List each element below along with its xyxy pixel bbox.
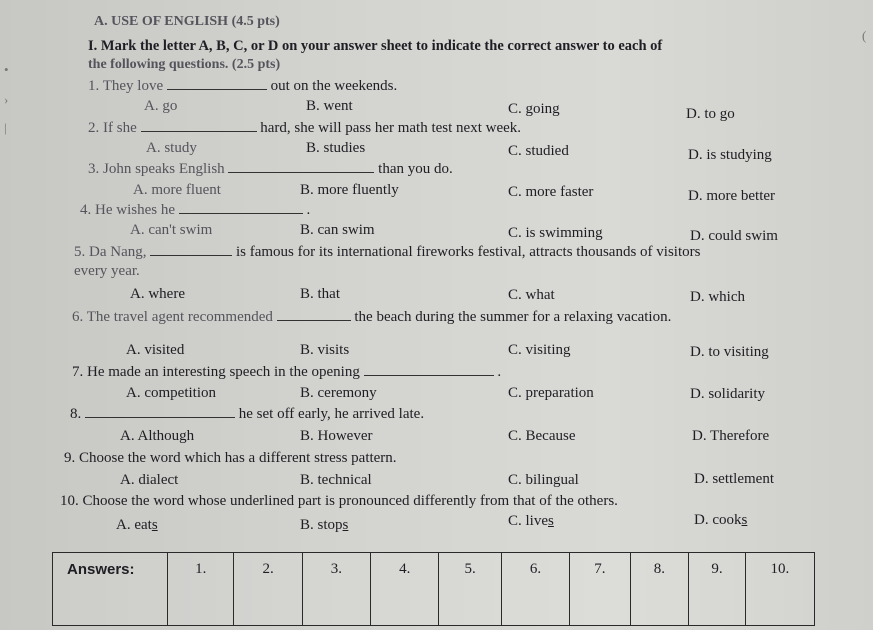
q4-option-a: A. can't swim bbox=[130, 222, 213, 238]
answer-cell-5[interactable]: 5. bbox=[439, 553, 501, 625]
answer-table bbox=[52, 552, 815, 626]
instruction-line-1: I. Mark the letter A, B, C, or D on your answer sheet to indicate the correct answer to each of bbox=[88, 38, 663, 54]
answer-cell-3[interactable]: 3. bbox=[303, 553, 371, 625]
q10-option-c: C. lives bbox=[508, 513, 554, 529]
q6-option-a: A. visited bbox=[126, 342, 185, 358]
q10-option-d: D. cooks bbox=[694, 512, 748, 528]
q1-option-c: C. going bbox=[508, 101, 560, 117]
q2-option-c: C. studied bbox=[508, 143, 569, 159]
q5-option-c: C. what bbox=[508, 287, 555, 303]
answer-cell-2[interactable]: 2. bbox=[234, 553, 302, 625]
q9-option-b: B. technical bbox=[300, 472, 372, 488]
q5-option-d: D. which bbox=[690, 289, 745, 305]
answer-cell-1[interactable]: 1. bbox=[168, 553, 234, 625]
answer-cell-8[interactable]: 8. bbox=[631, 553, 690, 625]
q2-option-b: B. studies bbox=[306, 140, 366, 156]
question-4: 4. He wishes he . bbox=[80, 202, 311, 218]
q8-option-c: C. Because bbox=[508, 428, 576, 444]
q9-option-c: C. bilingual bbox=[508, 472, 579, 488]
q7-option-c: C. preparation bbox=[508, 385, 594, 401]
q8-option-d: D. Therefore bbox=[692, 428, 770, 444]
q3-option-c: C. more faster bbox=[508, 184, 594, 200]
answer-blank bbox=[141, 131, 257, 132]
q10-option-b: B. stops bbox=[300, 517, 349, 533]
q4-option-d: D. could swim bbox=[690, 228, 778, 244]
q4-option-c: C. is swimming bbox=[508, 225, 603, 241]
question-8: 8. he set off early, he arrived late. bbox=[70, 406, 425, 422]
answer-blank bbox=[150, 255, 232, 256]
q3-option-a: A. more fluent bbox=[133, 182, 221, 198]
question-6: 6. The travel agent recommended the beach during the summer for a relaxing vacation. bbox=[72, 309, 672, 325]
answer-blank bbox=[277, 320, 351, 321]
answer-cell-7[interactable]: 7. bbox=[570, 553, 631, 625]
section-title: A. USE OF ENGLISH (4.5 pts) bbox=[94, 14, 280, 29]
answer-cell-9[interactable]: 9. bbox=[689, 553, 746, 625]
q6-option-c: C. visiting bbox=[508, 342, 571, 358]
q6-option-d: D. to visiting bbox=[690, 344, 769, 360]
answer-blank bbox=[364, 375, 494, 376]
question-7: 7. He made an interesting speech in the opening . bbox=[72, 364, 502, 380]
page-edge-mark: • bbox=[4, 62, 9, 77]
answer-blank bbox=[85, 417, 235, 418]
page-edge-mark: › bbox=[4, 92, 9, 107]
answer-blank bbox=[167, 89, 267, 90]
page-edge-mark: ( bbox=[862, 28, 867, 43]
question-9: 9. Choose the word which has a different stress pattern. bbox=[64, 450, 397, 466]
question-2: 2. If she hard, she will pass her math test next week. bbox=[88, 120, 522, 136]
question-10: 10. Choose the word whose underlined part is pronounced differently from that of the others. bbox=[60, 493, 618, 509]
q1-option-b: B. went bbox=[306, 98, 353, 114]
q1-option-d: D. to go bbox=[686, 106, 735, 122]
q8-option-b: B. However bbox=[300, 428, 373, 444]
q9-option-d: D. settlement bbox=[694, 471, 774, 487]
instruction-line-2: the following questions. (2.5 pts) bbox=[88, 57, 281, 72]
answer-blank bbox=[179, 213, 303, 214]
question-3: 3. John speaks English than you do. bbox=[88, 161, 453, 177]
q4-option-b: B. can swim bbox=[300, 222, 375, 238]
answer-cell-6[interactable]: 6. bbox=[502, 553, 570, 625]
q3-option-b: B. more fluently bbox=[300, 182, 399, 198]
q3-option-d: D. more better bbox=[688, 188, 776, 204]
q7-option-d: D. solidarity bbox=[690, 386, 765, 402]
q10-option-a: A. eats bbox=[116, 517, 158, 533]
answer-table-label-cell bbox=[53, 553, 168, 625]
question-5: 5. Da Nang, is famous for its international fireworks festival, attracts thousands of visitors bbox=[74, 244, 701, 260]
q5-option-a: A. where bbox=[130, 286, 185, 302]
answer-blank bbox=[228, 172, 374, 173]
q1-option-a: A. go bbox=[144, 98, 178, 114]
q7-option-a: A. competition bbox=[126, 385, 216, 401]
question-5-continuation: every year. bbox=[74, 263, 140, 279]
q2-option-d: D. is studying bbox=[688, 147, 772, 163]
q5-option-b: B. that bbox=[300, 286, 340, 302]
q9-option-a: A. dialect bbox=[120, 472, 179, 488]
page-edge-mark: | bbox=[4, 120, 7, 135]
answer-cell-10[interactable]: 10. bbox=[770, 561, 790, 577]
q2-option-a: A. study bbox=[146, 140, 197, 156]
answer-table-label: Answers: bbox=[67, 561, 135, 578]
question-1: 1. They love out on the weekends. bbox=[88, 78, 398, 94]
answer-cell-4[interactable]: 4. bbox=[371, 553, 439, 625]
q7-option-b: B. ceremony bbox=[300, 385, 377, 401]
q6-option-b: B. visits bbox=[300, 342, 350, 358]
q8-option-a: A. Although bbox=[120, 428, 195, 444]
